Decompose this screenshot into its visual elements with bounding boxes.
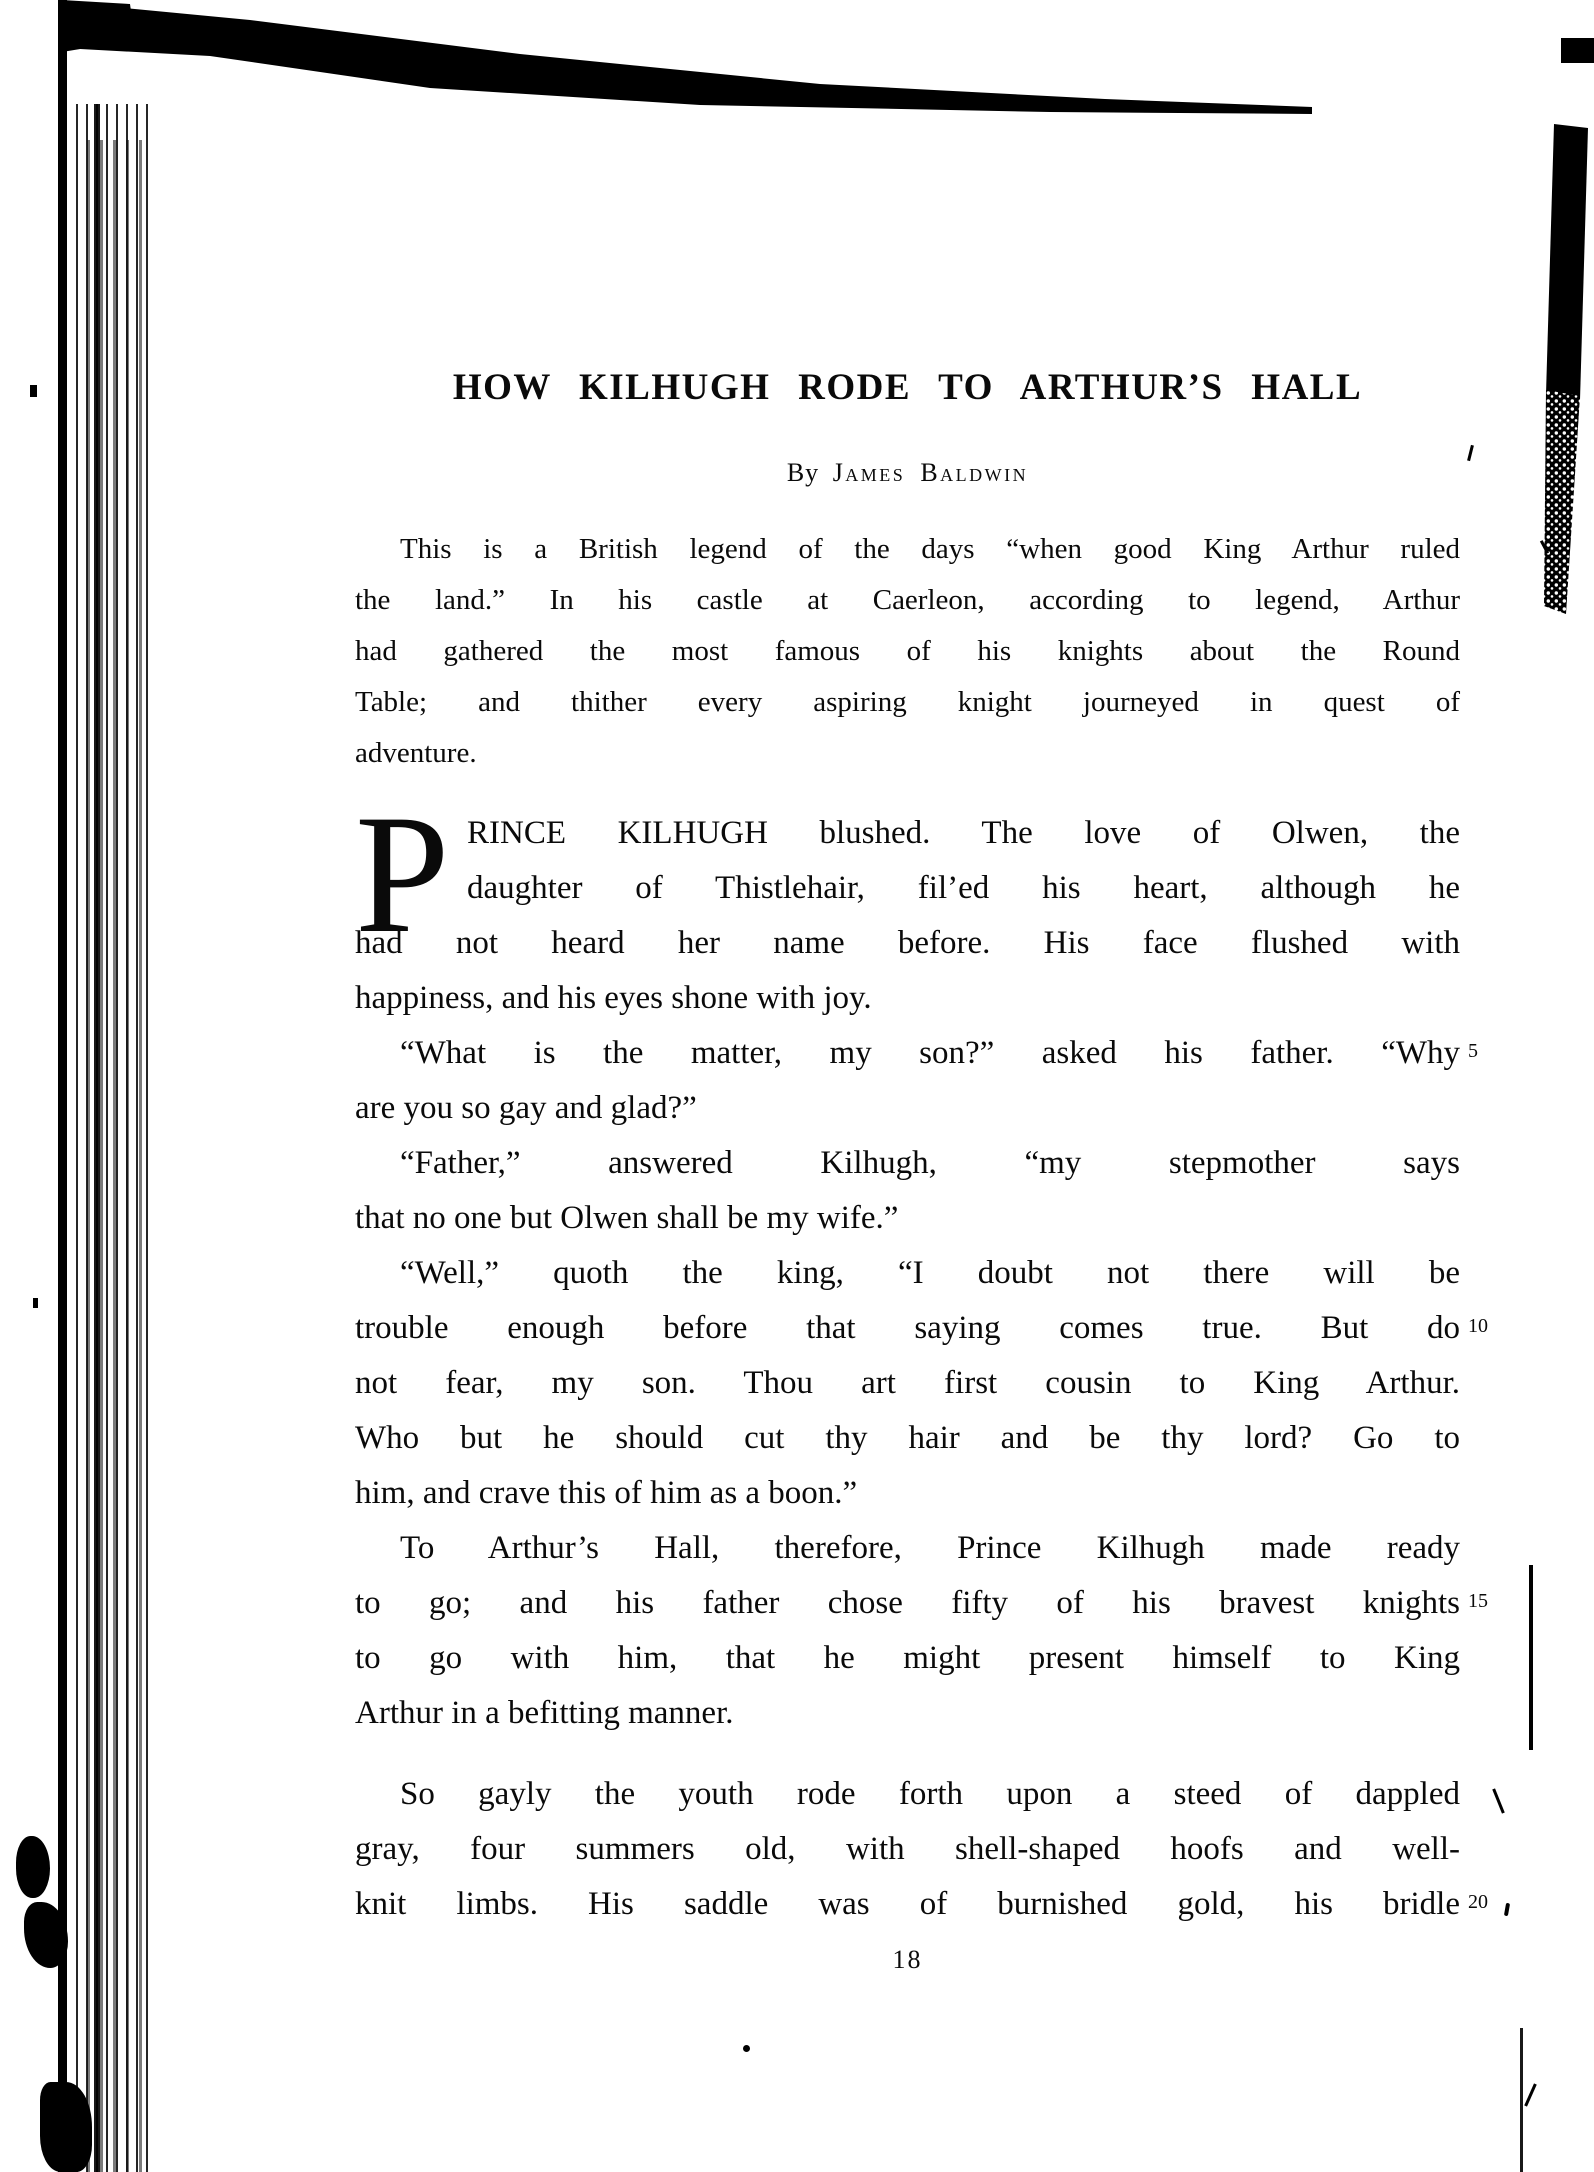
scan-smudge-top-bar [0, 0, 1594, 130]
text-line: happiness, and his eyes shone with joy. [355, 980, 872, 1016]
text-line: RINCE KILHUGH blushed. The love of Olwen, the [467, 815, 1460, 851]
text-line: trouble enough before that saying comes true. But do [355, 1310, 1460, 1346]
margin-line-number: 10 [1468, 1315, 1488, 1337]
scan-mark-top-right [1561, 38, 1594, 63]
text-line: “Father,” answered Kilhugh, “my stepmother says [400, 1145, 1460, 1181]
text-line: adventure. [355, 737, 477, 769]
scan-tick [1504, 1903, 1510, 1916]
text-line: daughter of Thistlehair, fil’ed his heart, although he [467, 870, 1460, 906]
text-line: Table; and thither every aspiring knight journeyed in quest of [355, 686, 1460, 718]
margin-line-number: 20 [1468, 1891, 1488, 1913]
text-line: had not heard her name before. His face flushed with [355, 925, 1460, 961]
drop-cap-letter: P [355, 780, 450, 968]
text-line: Who but he should cut thy hair and be thy lord? Go to [355, 1420, 1460, 1456]
scan-binding-line-heavy [94, 104, 100, 2172]
text-line: had gathered the most famous of his knights about the Round [355, 635, 1460, 667]
scan-speck [33, 1298, 38, 1308]
scan-binding-lines [82, 140, 146, 2172]
text-line: This is a British legend of the days “when good King Arthur ruled [400, 533, 1460, 565]
body-text [355, 780, 1460, 1932]
scan-dot [743, 2045, 750, 2052]
scan-tick [1467, 445, 1474, 461]
scan-smudge-right-bar [1530, 118, 1594, 618]
text-line: gray, four summers old, with shell-shaped hoofs and well- [355, 1831, 1460, 1867]
text-line: to go; and his father chose fifty of his bravest knights [355, 1585, 1460, 1621]
margin-line-number: 5 [1468, 1040, 1478, 1062]
scan-tick [1492, 1788, 1505, 1813]
text-line: the land.” In his castle at Caerleon, according to legend, Arthur [355, 584, 1460, 616]
scan-ink-blob [40, 2082, 92, 2172]
intro-paragraph [355, 524, 1460, 779]
chapter-title: HOW KILHUGH RODE TO ARTHUR’S HALL [452, 367, 1363, 408]
text-line: Arthur in a befitting manner. [355, 1695, 734, 1731]
text-line: him, and crave this of him as a boon.” [355, 1475, 858, 1511]
scan-ink-blob [16, 1836, 50, 1898]
body-lines [355, 806, 1460, 1932]
scan-speck [30, 385, 37, 397]
text-line: not fear, my son. Thou art first cousin to King Arthur. [355, 1365, 1460, 1401]
scan-right-edge-line [1520, 2028, 1523, 2172]
text-line: to go with him, that he might present himself to King [355, 1640, 1460, 1676]
text-line: that no one but Olwen shall be my wife.” [355, 1200, 899, 1236]
text-line: So gayly the youth rode forth upon a steed of dappled [400, 1776, 1460, 1812]
text-line: are you so gay and glad?” [355, 1090, 697, 1126]
scan-tick [1524, 2083, 1537, 2106]
byline-prefix: By [786, 458, 820, 487]
page-number: 18 [892, 1945, 923, 1974]
byline [355, 458, 1460, 488]
text-line: knit limbs. His saddle was of burnished gold, his bridle [355, 1886, 1460, 1922]
byline-author: James Baldwin [832, 458, 1029, 487]
scan-left-edge-line [58, 0, 67, 2172]
scan-right-line [1529, 1565, 1533, 1750]
text-line: To Arthur’s Hall, therefore, Prince Kilhugh made ready [400, 1530, 1460, 1566]
text-line: “What is the matter, my son?” asked his father. “Why [400, 1035, 1460, 1071]
margin-line-number: 15 [1468, 1590, 1488, 1612]
text-line: “Well,” quoth the king, “I doubt not there will be [400, 1255, 1460, 1291]
